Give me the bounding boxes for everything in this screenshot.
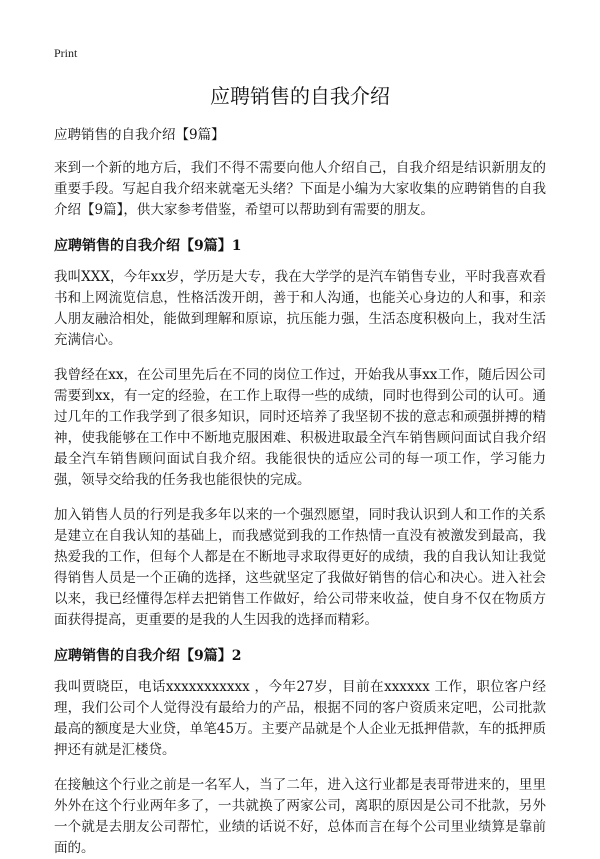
intro-paragraph: 来到一个新的地方后，我们不得不需要向他人介绍自己，自我介绍是结识新朋友的重要手段。写起自我介绍来就毫无头绪？下面是小编为大家收集的应聘销售的自我介绍【9篇】，供大家参考借鉴，希望可以帮助到有需要的朋友。 [54, 160, 546, 218]
section-paragraph: 我叫贾晓臣，电话xxxxxxxxxxx ，今年27岁，目前在xxxxxx 工作，职位客户经理，我们公司个人觉得没有最给力的产品，根据不同的客户资质来定吧，公司批款最高的额度是大业贷，单笔45万。主要产品就是个人企业无抵押借款，车的抵押质押还有就是汇楼贷。 [54, 679, 546, 758]
section-paragraph: 我叫XXX，今年xx岁，学历是大专，我在大学学的是汽车销售专业，平时我喜欢看书和上网流览信息，性格活泼开朗，善于和人沟通，也能关心身边的人和事，和亲人朋友融洽相处，能做到理解和原谅，抗压能力强，生活态度积极向上，我对生活充满信心。 [54, 269, 546, 348]
section-1 [54, 235, 546, 631]
section-paragraph: 在接触这个行业之前是一名军人，当了二年，进入这行业都是表哥带进来的，里里外外在这个行业两年多了，一共就换了两家公司，离职的原因是公司不批款，另外一个就是去朋友公司帮忙，业绩的话说不好，总体而言在每个公司里业绩算是靠前面的。 [54, 777, 546, 856]
section-paragraph: 我曾经在xx，在公司里先后在不同的岗位工作过，开始我从事xx工作，随后因公司需要到xx，有一定的经验，在工作上取得一些的成绩，同时也得到公司的认可。通过几年的工作我学到了很多知识，同时还培养了我坚韧不拔的意志和顽强拼搏的精神，使我能够在工作中不断地克服困难、积极进取最全汽车销售顾问面试自我介绍最全汽车销售顾问面试自我介绍。我能很快的适应公司的每一项工作，学习能力强，领导交给我的任务我也能很快的完成。 [54, 367, 546, 488]
section-paragraph: 加入销售人员的行列是我多年以来的一个强烈愿望，同时我认识到人和工作的关系是建立在自我认知的基础上，而我感觉到我的工作热情一直没有被激发到最高，我热爱我的工作，但每个人都是在不断地寻求取得更好的成绩，我的自我认知让我觉得销售人员是一个正确的选择，这些就坚定了我做好销售的信心和决心。进入社会以来，我已经懂得怎样去把销售工作做好，给公司带来收益，使自身不仅在物质方面获得提高，更重要的是我的人生因我的选择而精彩。 [54, 507, 546, 628]
page-title: 应聘销售的自我介绍 [210, 84, 390, 108]
section-heading: 应聘销售的自我介绍【9篇】1 [54, 238, 242, 254]
print-link[interactable]: Print [54, 46, 78, 60]
section-2 [54, 645, 546, 859]
section-heading: 应聘销售的自我介绍【9篇】2 [54, 648, 242, 664]
document-subtitle: 应聘销售的自我介绍【9篇】 [54, 127, 225, 143]
